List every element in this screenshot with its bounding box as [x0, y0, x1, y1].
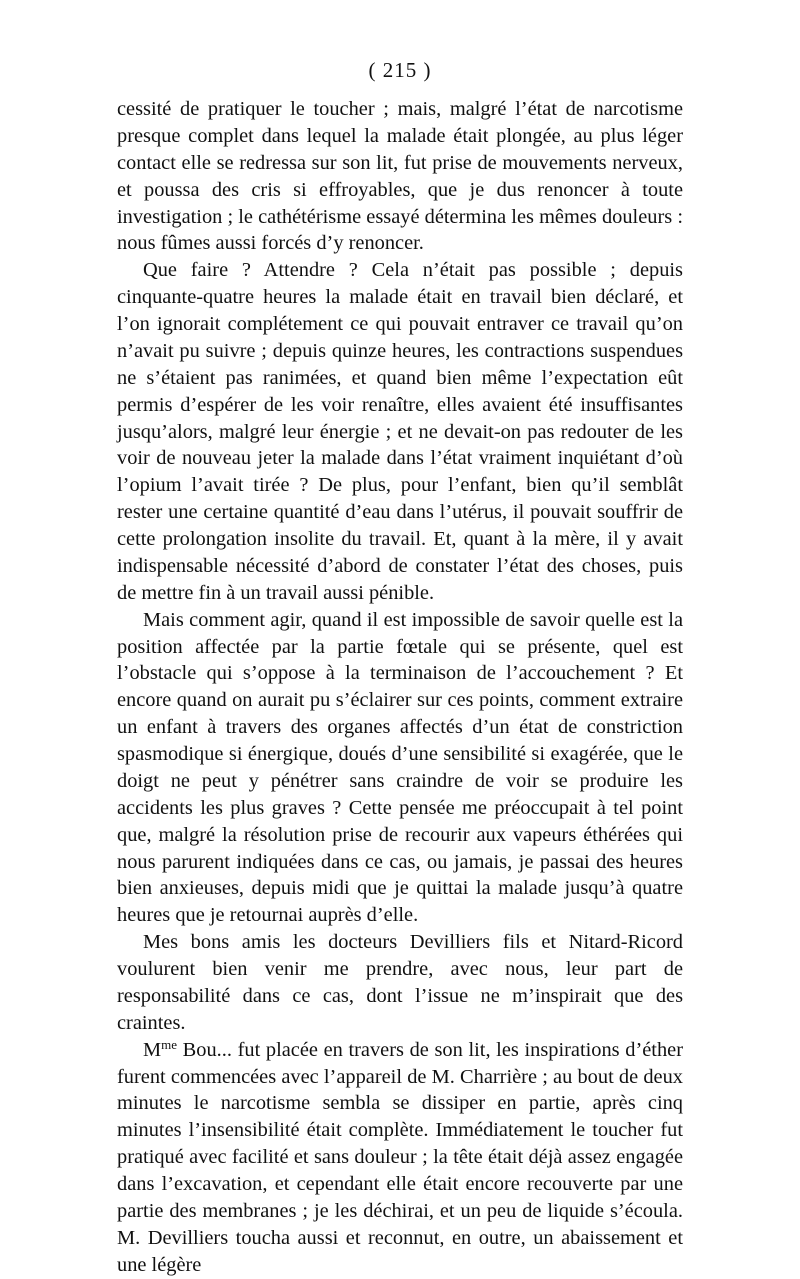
- honorific-prefix: M: [143, 1038, 162, 1061]
- paragraph-mme-bou: [117, 1037, 683, 1279]
- paragraph-que-faire: Que faire ? Attendre ? Cela n’était pas possible ; depuis cinquante-quatre heures la malade était en travail bien déclaré, et l’on ignorait complétement ce qui pouvait entraver ce travail qu’on n’avait pu suivre ; depuis quinze heures, les contractions suspendues ne s’étaient pas ranimées, et quand bien même l’expectation eût permis d’espérer de les voir renaître, elles avaient été insuffisantes jusqu’alors, malgré leur énergie ; et ne devait-on pas redouter de les voir de nouveau jeter la malade dans l’état vraiment inquiétant d’où l’opium l’avait tirée ? De plus, pour l’enfant, bien qu’il semblât rester une certaine quantité d’eau dans l’utérus, il pouvait souffrir de cette prolongation insolite du travail. Et, quant à la mère, il y avait indispensable nécessité d’abord de constater l’état des choses, puis de mettre fin à un travail aussi pénible.: [117, 259, 683, 604]
- paragraph-mais-comment: Mais comment agir, quand il est impossible de savoir quelle est la position affectée par la partie fœtale qui se présente, quel est l’obstacle qui s’oppose à la terminaison de l’accouchement ? Et encore quand on aurait pu s’éclairer sur ces points, comment extraire un enfant à travers des organes affectés d’un état de constriction spasmodique si énergique, doués d’une sensibilité si exagérée, que le doigt ne peut y pénétrer sans craindre de voir se produire les accidents les plus graves ? Cette pensée me préoccupait à tel point que, malgré la résolution prise de recourir aux vapeurs éthérées qui nous parurent indiquées dans ce cas, ou jamais, je passai des heures bien anxieuses, depuis midi que je quittai la malade jusqu’à quatre heures que je retournai auprès d’elle.: [117, 608, 683, 927]
- honorific-superscript: me: [161, 1036, 178, 1052]
- body-text: [117, 96, 683, 1279]
- paragraph-continuation: cessité de pratiquer le toucher ; mais, malgré l’état de narcotisme presque complet dans lequel la malade était plongée, au plus léger contact elle se redressa sur son lit, fut prise de mouvements nerveux, et poussa des cris si effroyables, que je dus renoncer à toute investigation ; le cathétérisme essayé détermina les mêmes douleurs : nous fûmes aussi forcés d’y renoncer.: [117, 98, 683, 255]
- paragraph-mes-bons-amis: Mes bons amis les docteurs Devilliers fils et Nitard-Ricord voulurent bien venir me prendre, avec nous, leur part de responsabilité dans ce cas, dont l’issue ne m’inspirait que des craintes.: [117, 931, 683, 1034]
- paragraph-mme-bou-text: Bou... fut placée en travers de son lit, les inspirations d’éther furent commencées avec l’appareil de M. Charrière ; au bout de deux minutes le narcotisme sembla se dissiper en partie, après cinq minutes l’insensibilité était complète. Immédiatement le toucher fut pratiqué avec facilité et sans douleur ; la tête était déjà assez engagée dans l’excavation, et cependant elle était encore recouverte par une partie des membranes ; je les déchirai, et un peu de liquide s’écoula. M. Devilliers toucha aussi et reconnut, en outre, un abaissement et une légère: [117, 1038, 683, 1276]
- page-number: ( 215 ): [368, 58, 432, 82]
